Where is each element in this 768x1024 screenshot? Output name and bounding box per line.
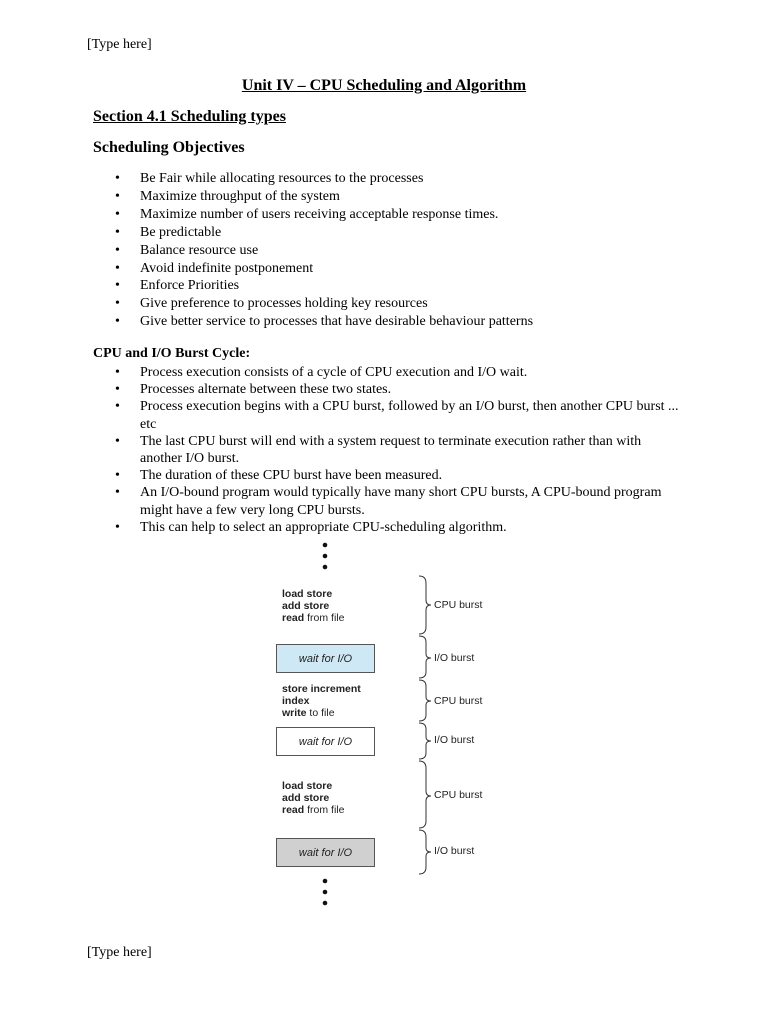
bullet-icon: •: [115, 365, 120, 380]
brace-cpu-3: [419, 761, 431, 828]
list-item: • The last CPU burst will end with a system request to terminate execution rather than with another I/O burst.: [115, 433, 642, 467]
bullet-icon: •: [115, 206, 120, 222]
io-burst-label: I/O burst: [434, 734, 475, 746]
ellipsis-bottom-icon: [323, 879, 328, 906]
list-item: • Maximize throughput of the system: [115, 188, 340, 204]
list-item: • Be predictable: [115, 224, 222, 240]
ellipsis-top-icon: [323, 543, 328, 570]
cpu-burst-label: CPU burst: [434, 789, 483, 801]
list-item: • The duration of these CPU burst have been measured.: [115, 468, 443, 484]
bullet-icon: •: [115, 433, 120, 449]
bullet-icon: •: [115, 260, 120, 276]
wait-for-io-box: wait for I/O: [276, 727, 375, 756]
document-title: Unit IV – CPU Scheduling and Algorithm: [241, 77, 527, 94]
list-item: • An I/O-bound program would typically have many short CPU bursts, A CPU-bound program might have a few very long CPU bursts.: [115, 485, 662, 518]
instruction-block-2: store increment index write to file: [282, 683, 361, 719]
wait-for-io-box: wait for I/O: [276, 838, 375, 867]
bullet-icon: •: [115, 485, 120, 501]
wait-for-io-box: wait for I/O: [276, 644, 375, 673]
page-footer: [Type here]: [87, 945, 152, 960]
list-item: • Maximize number of users receiving acceptable response times.: [115, 206, 499, 222]
list-item: • Balance resource use: [115, 242, 259, 258]
list-item: • This can help to select an appropriate CPU-scheduling algorithm.: [115, 519, 507, 535]
brace-io-3: [419, 830, 431, 874]
section-heading: Section 4.1 Scheduling types: [93, 108, 286, 125]
bullet-icon: •: [115, 382, 120, 398]
list-item: • Process execution begins with a CPU burst, followed by an I/O burst, then another CPU burst ... etc: [115, 399, 679, 432]
bullet-icon: •: [115, 399, 120, 415]
list-item: • Avoid indefinite postponement: [115, 260, 314, 276]
bullet-icon: •: [115, 314, 120, 330]
bullet-icon: •: [115, 224, 120, 240]
list-item: • Process execution consists of a cycle of CPU execution and I/O wait.: [115, 365, 528, 380]
bullet-icon: •: [115, 242, 120, 258]
bullet-icon: •: [115, 296, 120, 312]
list-item: • Processes alternate between these two states.: [115, 382, 392, 398]
instruction-block-1: load store add store read from file: [282, 588, 345, 624]
cpu-burst-label: CPU burst: [434, 695, 483, 707]
list-item: • Be Fair while allocating resources to the processes: [115, 171, 424, 186]
list-item: • Give better service to processes that have desirable behaviour patterns: [115, 314, 534, 330]
page-header: [Type here]: [87, 37, 152, 52]
io-burst-label: I/O burst: [434, 652, 475, 664]
burst-cycle-heading: CPU and I/O Burst Cycle:: [93, 346, 251, 361]
bullet-icon: •: [115, 278, 120, 294]
brace-io-1: [419, 636, 431, 678]
list-item: • Give preference to processes holding key resources: [115, 296, 428, 312]
objectives-heading: Scheduling Objectives: [93, 139, 245, 156]
list-item: • Enforce Priorities: [115, 278, 240, 294]
brace-cpu-1: [419, 576, 431, 634]
io-burst-label: I/O burst: [434, 845, 475, 857]
bullet-icon: •: [115, 468, 120, 484]
bullet-icon: •: [115, 171, 120, 186]
instruction-block-3: load store add store read from file: [282, 780, 345, 816]
brace-cpu-2: [419, 680, 431, 721]
bullet-icon: •: [115, 188, 120, 204]
bullet-icon: •: [115, 519, 120, 535]
brace-io-2: [419, 723, 431, 759]
cpu-burst-label: CPU burst: [434, 599, 483, 611]
